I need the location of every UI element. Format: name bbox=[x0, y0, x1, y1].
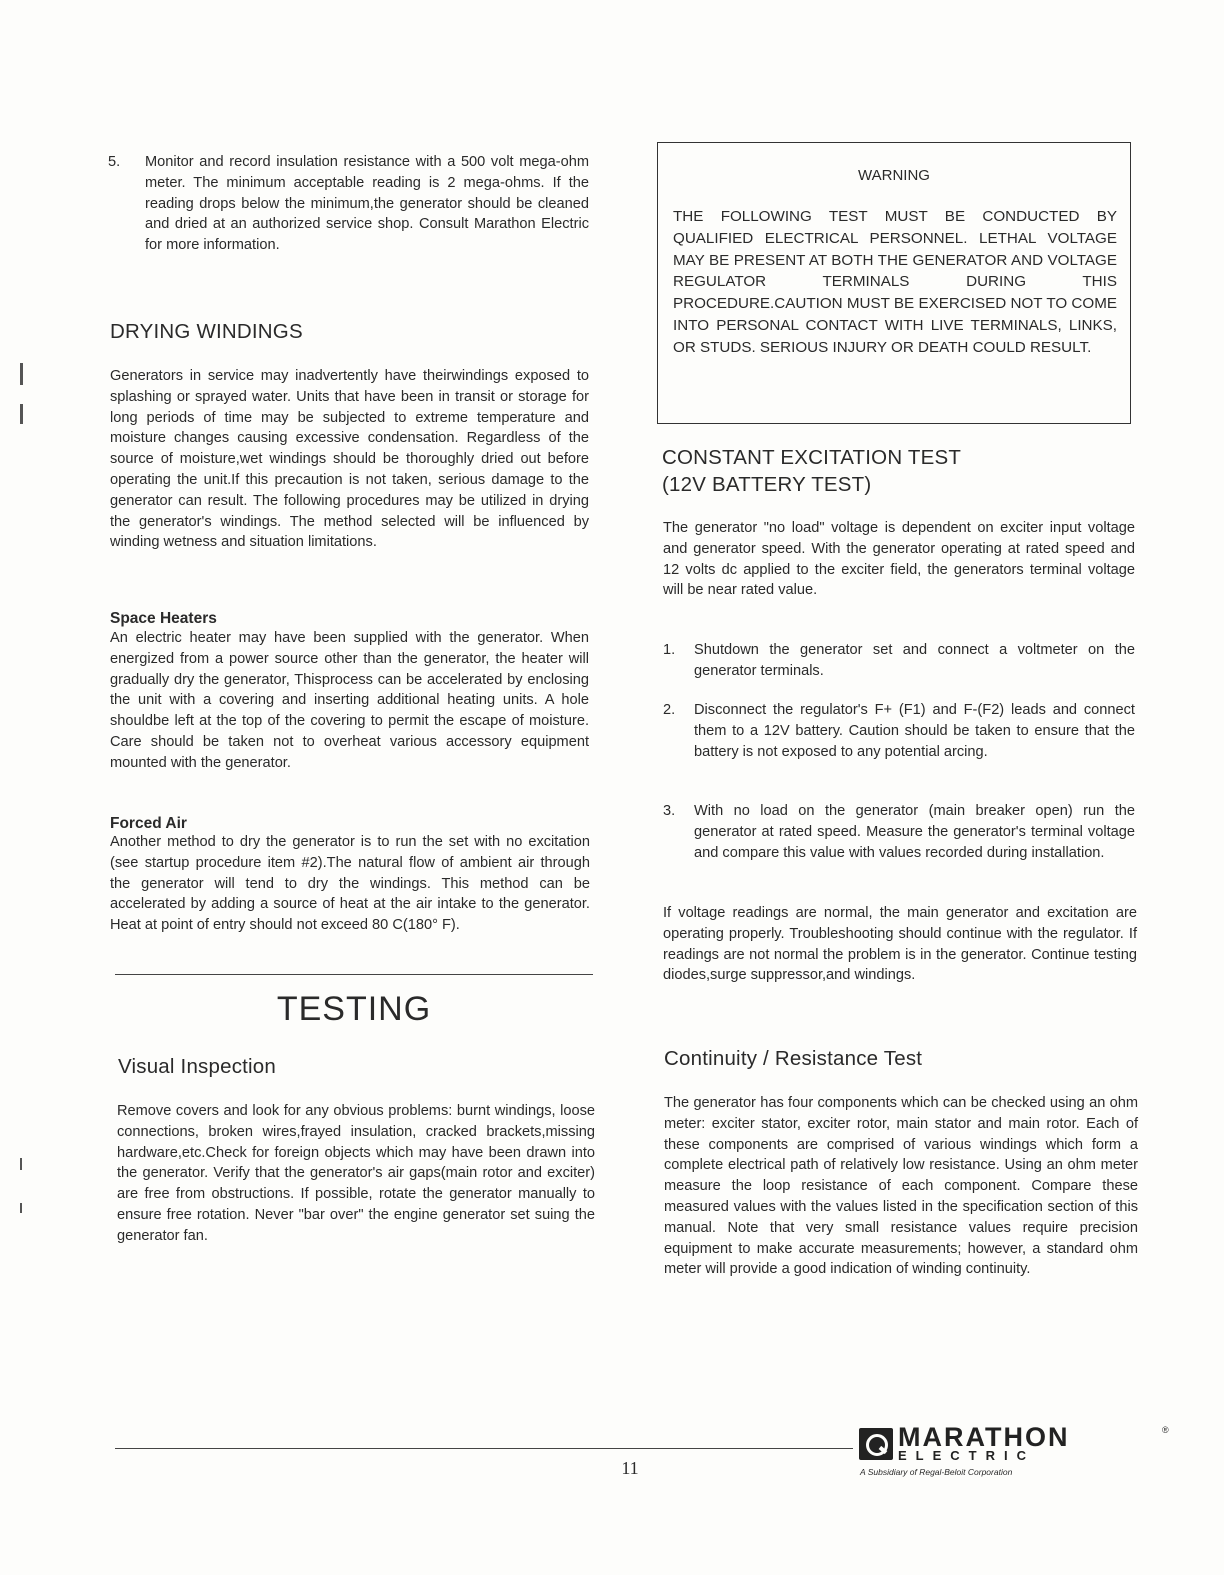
step-text: Disconnect the regulator's F+ (F1) and F-(F2) leads and connect them to a 12V battery. Caution should be taken to ensure that the battery is not exposed to any potential arcing. bbox=[694, 702, 1135, 760]
step-text: Shutdown the generator set and connect a voltmeter on the generator terminals. bbox=[694, 642, 1135, 679]
logo-tagline: A Subsidiary of Regal-Beloit Corporation bbox=[860, 1467, 1013, 1477]
visual-inspection-heading: Visual Inspection bbox=[118, 1055, 277, 1078]
excitation-step-1 bbox=[663, 640, 1135, 682]
constant-excitation-heading-line1: CONSTANT EXCITATION TEST bbox=[662, 446, 962, 469]
marathon-emblem-icon bbox=[859, 1428, 893, 1460]
logo-brand: MARATHON bbox=[898, 1422, 1070, 1452]
step-number: 1. bbox=[663, 642, 676, 658]
constant-excitation-heading-line2: (12V BATTERY TEST) bbox=[662, 473, 872, 496]
step-number: 3. bbox=[663, 803, 676, 819]
visual-inspection-text: Remove covers and look for any obvious problems: burnt windings, loose connections, broken wires,frayed insulation, cracked brackets,missing hardware,etc.Check for foreign objects which may have been drawn into the generator. Verify that the generator's air gaps(main rotor and exciter) are free from obstructions. If possible, rotate the generator manually to ensure free rotation. Never "bar over" the engine generator set suing the generator fan. bbox=[117, 1103, 595, 1244]
logo-registered-mark: ® bbox=[1162, 1425, 1169, 1435]
warning-title: WARNING bbox=[858, 167, 930, 184]
excitation-step-3 bbox=[663, 801, 1135, 863]
insulation-step-5 bbox=[108, 152, 589, 256]
testing-title: TESTING bbox=[276, 990, 432, 1028]
binding-mark bbox=[20, 1203, 22, 1213]
section-divider bbox=[115, 974, 593, 975]
step-text: Monitor and record insulation resistance with a 500 volt mega-ohm meter. The minimum acceptable reading is 2 mega-ohms. If the reading drops below the minimum,the generator should be cleaned and dried at an authorized service shop. Consult Marathon Electric for more information. bbox=[145, 154, 589, 254]
binding-mark bbox=[20, 404, 23, 424]
excitation-intro-text: The generator "no load" voltage is dependent on exciter input voltage and generator speed. With the generator operating at rated speed and 12 volts dc applied to the exciter field, the generators terminal voltage will be near rated value. bbox=[663, 520, 1135, 599]
forced-air-text: Another method to dry the generator is to run the set with no excitation (see startup procedure item #2).The natural flow of ambient air through the generator will tend to dry the windings. This method can be accelerated by adding a source of heat at the air intake to the generator. Heat at point of entry should not exceed 80 C(180° F). bbox=[110, 834, 590, 934]
continuity-resistance-heading: Continuity / Resistance Test bbox=[664, 1047, 923, 1070]
constant-excitation-heading bbox=[662, 444, 961, 498]
footer-rule bbox=[115, 1448, 853, 1449]
step-number: 5. bbox=[108, 154, 121, 170]
page-number: 11 bbox=[621, 1458, 639, 1478]
step-text: With no load on the generator (main breaker open) run the generator at rated speed. Measure the generator's terminal voltage and compare this value with values recorded during installation. bbox=[694, 803, 1135, 861]
forced-air-heading: Forced Air bbox=[110, 815, 187, 832]
drying-windings-heading: DRYING WINDINGS bbox=[110, 320, 303, 343]
warning-box bbox=[657, 142, 1131, 424]
step-number: 2. bbox=[663, 702, 676, 718]
continuity-resistance-text: The generator has four components which can be checked using an ohm meter: exciter stator, exciter rotor, main stator and main rotor. Each of these components are comprised of various windings which form a complete electrical path of relatively low resistance. Using an ohm meter measure the loop resistance of each component. Compare these measured values with the values listed in the specification section of this manual. Note that very small resistance values require precision equipment to make accurate measurements; however, a standard ohm meter will provide a good indication of winding continuity. bbox=[664, 1095, 1138, 1278]
space-heaters-heading: Space Heaters bbox=[110, 610, 217, 627]
binding-mark bbox=[20, 363, 23, 385]
binding-mark bbox=[20, 1158, 22, 1170]
marathon-electric-logo bbox=[856, 1422, 1172, 1485]
warning-text: THE FOLLOWING TEST MUST BE CONDUCTED BY QUALIFIED ELECTRICAL PERSONNEL. LETHAL VOLTAGE MAY BE PRESENT AT BOTH THE GENERATOR AND VOLTAGE REGULATOR TERMINALS DURING THIS PROCEDURE.CAUTION MUST BE EXERCISED NOT TO COME INTO PERSONAL CONTACT WITH LIVE TERMINALS, LINKS, OR STUDS. SERIOUS INJURY OR DEATH COULD RESULT. bbox=[673, 208, 1117, 356]
drying-windings-text: Generators in service may inadvertently have theirwindings exposed to splashing or sprayed water. Units that have been in transit or storage for long periods of time may be subjected to extreme temperature and moisture changes causing excessive condensation. Regardless of the source of moisture,wet windings should be thoroughly dried out before operating the unit.If this precaution is not taken, serious damage to the generator can result. The following procedures may be utilized in drying the generator's windings. The method selected will be influenced by winding wetness and situation limitations. bbox=[110, 368, 589, 551]
excitation-step-2 bbox=[663, 700, 1135, 762]
logo-sub: ELECTRIC bbox=[898, 1448, 1035, 1463]
excitation-conclusion-text: If voltage readings are normal, the main generator and excitation are operating properly. Troubleshooting should continue with the regulator. If readings are not normal the problem is in the generator. Continue testing diodes,surge suppressor,and windings. bbox=[663, 905, 1137, 984]
space-heaters-text: An electric heater may have been supplied with the generator. When energized from a power source other than the generator, the heater will gradually dry the generator, Thisprocess can be accelerated by enclosing the unit with a covering and inserting additional heating units. A hole shouldbe left at the top of the covering to permit the escape of moisture. Care should be taken not to overheat various accessory equipment mounted with the generator. bbox=[110, 630, 589, 771]
